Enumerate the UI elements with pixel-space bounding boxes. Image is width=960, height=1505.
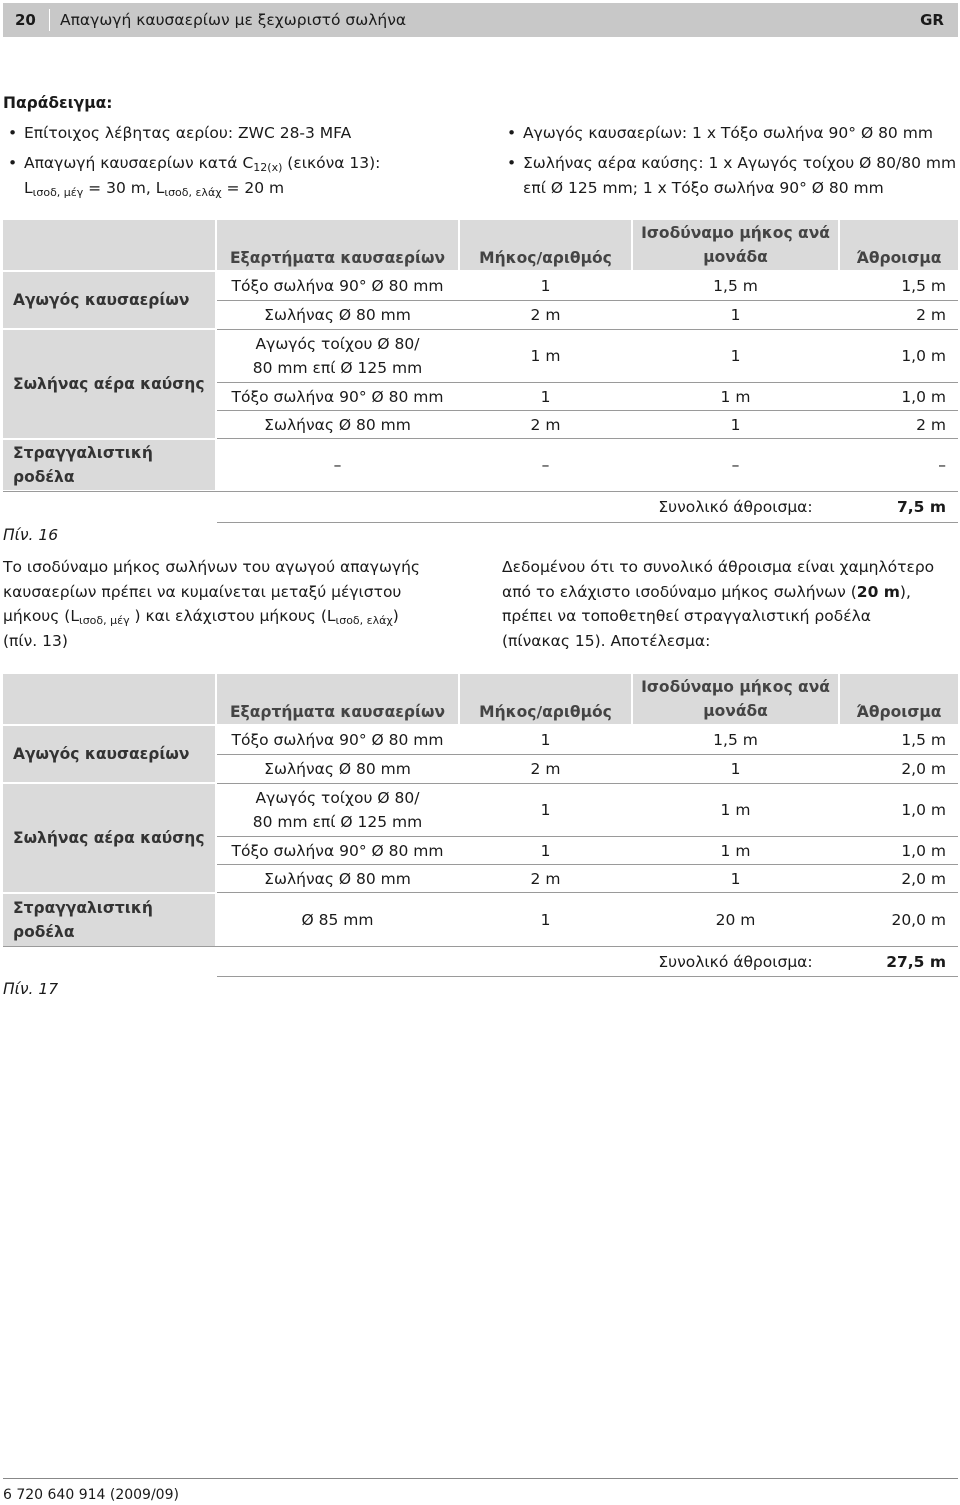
table-cell: 1 m: [530, 347, 561, 365]
header-text: μονάδα: [703, 702, 768, 720]
header-length: Μήκος/αριθμός: [460, 674, 631, 724]
cell-text: 80 mm επί Ø 125 mm: [252, 359, 423, 377]
header-equivalent: [633, 220, 838, 270]
table-cell: Ø 85 mm: [301, 910, 374, 929]
footer: [3, 1478, 958, 1503]
header-parts: Εξαρτήματα καυσαερίων: [217, 220, 458, 270]
header-length: Μήκος/αριθμός: [460, 220, 631, 270]
row-divider: [217, 976, 958, 977]
table-cell: 2 m: [530, 415, 561, 434]
table-cell: 1,5 m: [901, 731, 946, 749]
table-cell: 1: [540, 841, 551, 860]
table-cell: [217, 330, 458, 382]
bullet-dot: •: [507, 124, 517, 142]
table-16-caption: Πίν. 16: [3, 526, 59, 544]
bullet-dot: •: [8, 154, 18, 172]
paragraph-bold: 20 m: [856, 582, 900, 601]
bullet-text: Επίτοιχος λέβητας αερίου: ZWC 28-3 MFA: [24, 124, 352, 142]
example-heading: Παράδειγμα:: [3, 94, 113, 112]
subscript: ισοδ, ελάχ: [335, 614, 393, 627]
header-text: Ισοδύναμο μήκος ανά: [641, 224, 830, 242]
bullet-text: Αγωγός καυσαερίων: 1 x Τόξο σωλήνα 90° Ø 80 mm: [523, 124, 933, 142]
header-text: μονάδα: [703, 248, 768, 266]
table-cell: 1: [730, 415, 741, 434]
group-orifice: [3, 894, 215, 946]
bullet-text: L: [24, 179, 33, 197]
table-cell: Τόξο σωλήνα 90° Ø 80 mm: [231, 841, 444, 860]
paragraph-left: [3, 555, 420, 653]
paragraph-line: (πίνακας 15). Αποτέλεσμα:: [502, 631, 711, 650]
table-cell: Σωλήνας Ø 80 mm: [264, 760, 411, 778]
group-flue: Αγωγός καυσαερίων: [3, 272, 215, 328]
table-cell: 1: [540, 801, 551, 819]
subscript: 12(x): [253, 161, 283, 174]
table-cell: 1,0 m: [901, 347, 946, 365]
group-text: ροδέλα: [13, 468, 75, 486]
table-cell: 1 m: [720, 387, 751, 406]
table-cell: 20,0 m: [891, 910, 946, 929]
table-cell: 1: [730, 347, 741, 365]
header-equivalent: [633, 674, 838, 724]
table-cell: 2,0 m: [901, 869, 946, 888]
table-cell: Σωλήνας Ø 80 mm: [264, 306, 411, 324]
group-air: Σωλήνας αέρα καύσης: [3, 330, 215, 438]
paragraph-line: πρέπει να τοποθετηθεί στραγγαλιστική ροδέλα: [502, 607, 871, 625]
table-17-caption: Πίν. 17: [3, 980, 59, 998]
header-blank: [3, 220, 215, 270]
total-label: Συνολικό άθροισμα:: [658, 498, 813, 516]
table-cell: –: [333, 455, 342, 474]
table-cell: 1,5 m: [713, 731, 758, 749]
group-air: Σωλήνας αέρα καύσης: [3, 784, 215, 892]
total-value: 7,5 m: [896, 498, 946, 516]
paragraph-text: ),: [899, 582, 911, 601]
table-cell: –: [541, 455, 550, 474]
table-cell: 1,5 m: [901, 277, 946, 295]
document-number: 6 720 640 914 (2009/09): [3, 1487, 179, 1503]
header-divider: [49, 9, 50, 31]
bullet-air-pipe-cont: [523, 176, 884, 200]
table-16: [3, 220, 958, 522]
table-cell: 1: [540, 277, 551, 295]
table-cell: 1,0 m: [901, 801, 946, 819]
paragraph-line: [502, 580, 934, 605]
table-cell: 2,0 m: [901, 760, 946, 778]
header-parts: Εξαρτήματα καυσαερίων: [217, 674, 458, 724]
page-header: [3, 3, 958, 37]
bullet-text: = 20 m: [221, 179, 285, 197]
page-title: Απαγωγή καυσαερίων με ξεχωριστό σωλήνα: [60, 11, 407, 29]
table-cell: 1 m: [720, 801, 751, 819]
table-cell: Σωλήνας Ø 80 mm: [264, 869, 411, 888]
paragraph-text: ) και ελάχιστου μήκους (L: [129, 607, 336, 625]
bullet-text: (εικόνα 13):: [282, 154, 381, 172]
table-cell: 1: [730, 760, 741, 778]
paragraph-line: καυσαερίων πρέπει να κυμαίνεται μεταξύ μέγιστου: [3, 582, 402, 601]
table-17: [3, 674, 958, 976]
bullet-lengths: [24, 176, 284, 200]
table-cell: 1: [540, 731, 551, 749]
cell-text: 80 mm επί Ø 125 mm: [252, 813, 423, 831]
bullet-text: επί Ø 125 mm; 1 x Τόξο σωλήνα 90° Ø 80 mm: [523, 179, 884, 197]
subscript: ισοδ, μέγ: [78, 614, 130, 627]
paragraph-right: [502, 555, 934, 653]
header-sum: Άθροισμα: [840, 220, 958, 270]
table-cell: 1,5 m: [713, 277, 758, 295]
paragraph-text: ): [392, 607, 399, 625]
group-text: Στραγγαλιστική: [13, 899, 153, 917]
table-cell: –: [731, 455, 740, 474]
paragraph-line: (πίν. 13): [3, 631, 68, 650]
table-cell: 1: [540, 910, 551, 929]
table-cell: 1: [730, 869, 741, 888]
group-flue: Αγωγός καυσαερίων: [3, 726, 215, 782]
page-number: 20: [15, 11, 36, 29]
header-sum: Άθροισμα: [840, 674, 958, 724]
table-cell: 2 m: [916, 306, 946, 324]
bullet-dot: •: [507, 154, 517, 172]
cell-text: Αγωγός τοίχου Ø 80/: [255, 335, 420, 353]
bullet-dot: •: [8, 124, 18, 142]
bullet-text: Σωλήνας αέρα καύσης: 1 x Αγωγός τοίχου Ø 80/80 mm: [523, 154, 957, 172]
total-value: 27,5 m: [886, 952, 946, 971]
table-cell: Τόξο σωλήνα 90° Ø 80 mm: [231, 277, 444, 295]
table-cell: 1,0 m: [901, 841, 946, 860]
paragraph-line: Δεδομένου ότι το συνολικό άθροισμα είναι χαμηλότερο: [502, 558, 935, 576]
bullet-text: Απαγωγή καυσαερίων κατά C: [24, 154, 254, 172]
bullet-flue-pipe: [507, 121, 933, 145]
cell-text: Αγωγός τοίχου Ø 80/: [255, 789, 420, 807]
table-cell: [217, 784, 458, 836]
bullet-boiler: [8, 121, 352, 145]
bullet-flue-type: [8, 151, 381, 175]
table-cell: 2 m: [530, 869, 561, 888]
paragraph-text: μήκους (L: [3, 607, 79, 625]
row-divider: [217, 522, 958, 523]
header-blank: [3, 674, 215, 724]
paragraph-line: [3, 604, 420, 629]
table-cell: 20 m: [715, 910, 756, 929]
group-orifice: [3, 440, 215, 490]
table-cell: 1: [540, 387, 551, 406]
table-cell: 2 m: [530, 760, 561, 778]
language-code: GR: [920, 11, 944, 29]
group-text: Στραγγαλιστική: [13, 444, 153, 462]
subscript: ισοδ, ελάχ: [164, 186, 222, 199]
table-cell: Τόξο σωλήνα 90° Ø 80 mm: [231, 731, 444, 749]
table-cell: 2 m: [916, 415, 946, 434]
table-cell: 1: [730, 306, 741, 324]
table-cell: 2 m: [530, 306, 561, 324]
bullet-text: = 30 m, L: [83, 179, 165, 197]
table-cell: 1 m: [720, 841, 751, 860]
group-text: ροδέλα: [13, 923, 75, 941]
table-cell: Τόξο σωλήνα 90° Ø 80 mm: [231, 387, 444, 406]
table-cell: Σωλήνας Ø 80 mm: [264, 415, 411, 434]
table-cell: –: [938, 455, 946, 474]
paragraph-text: από το ελάχιστο ισοδύναμο μήκος σωλήνων (: [502, 582, 857, 601]
total-label: Συνολικό άθροισμα:: [658, 952, 813, 971]
paragraph-line: Το ισοδύναμο μήκος σωλήνων του αγωγού απαγωγής: [3, 558, 421, 576]
subscript: ισοδ, μέγ: [32, 186, 84, 199]
table-cell: 1,0 m: [901, 387, 946, 406]
header-text: Ισοδύναμο μήκος ανά: [641, 678, 830, 696]
bullet-air-pipe: [507, 151, 957, 175]
